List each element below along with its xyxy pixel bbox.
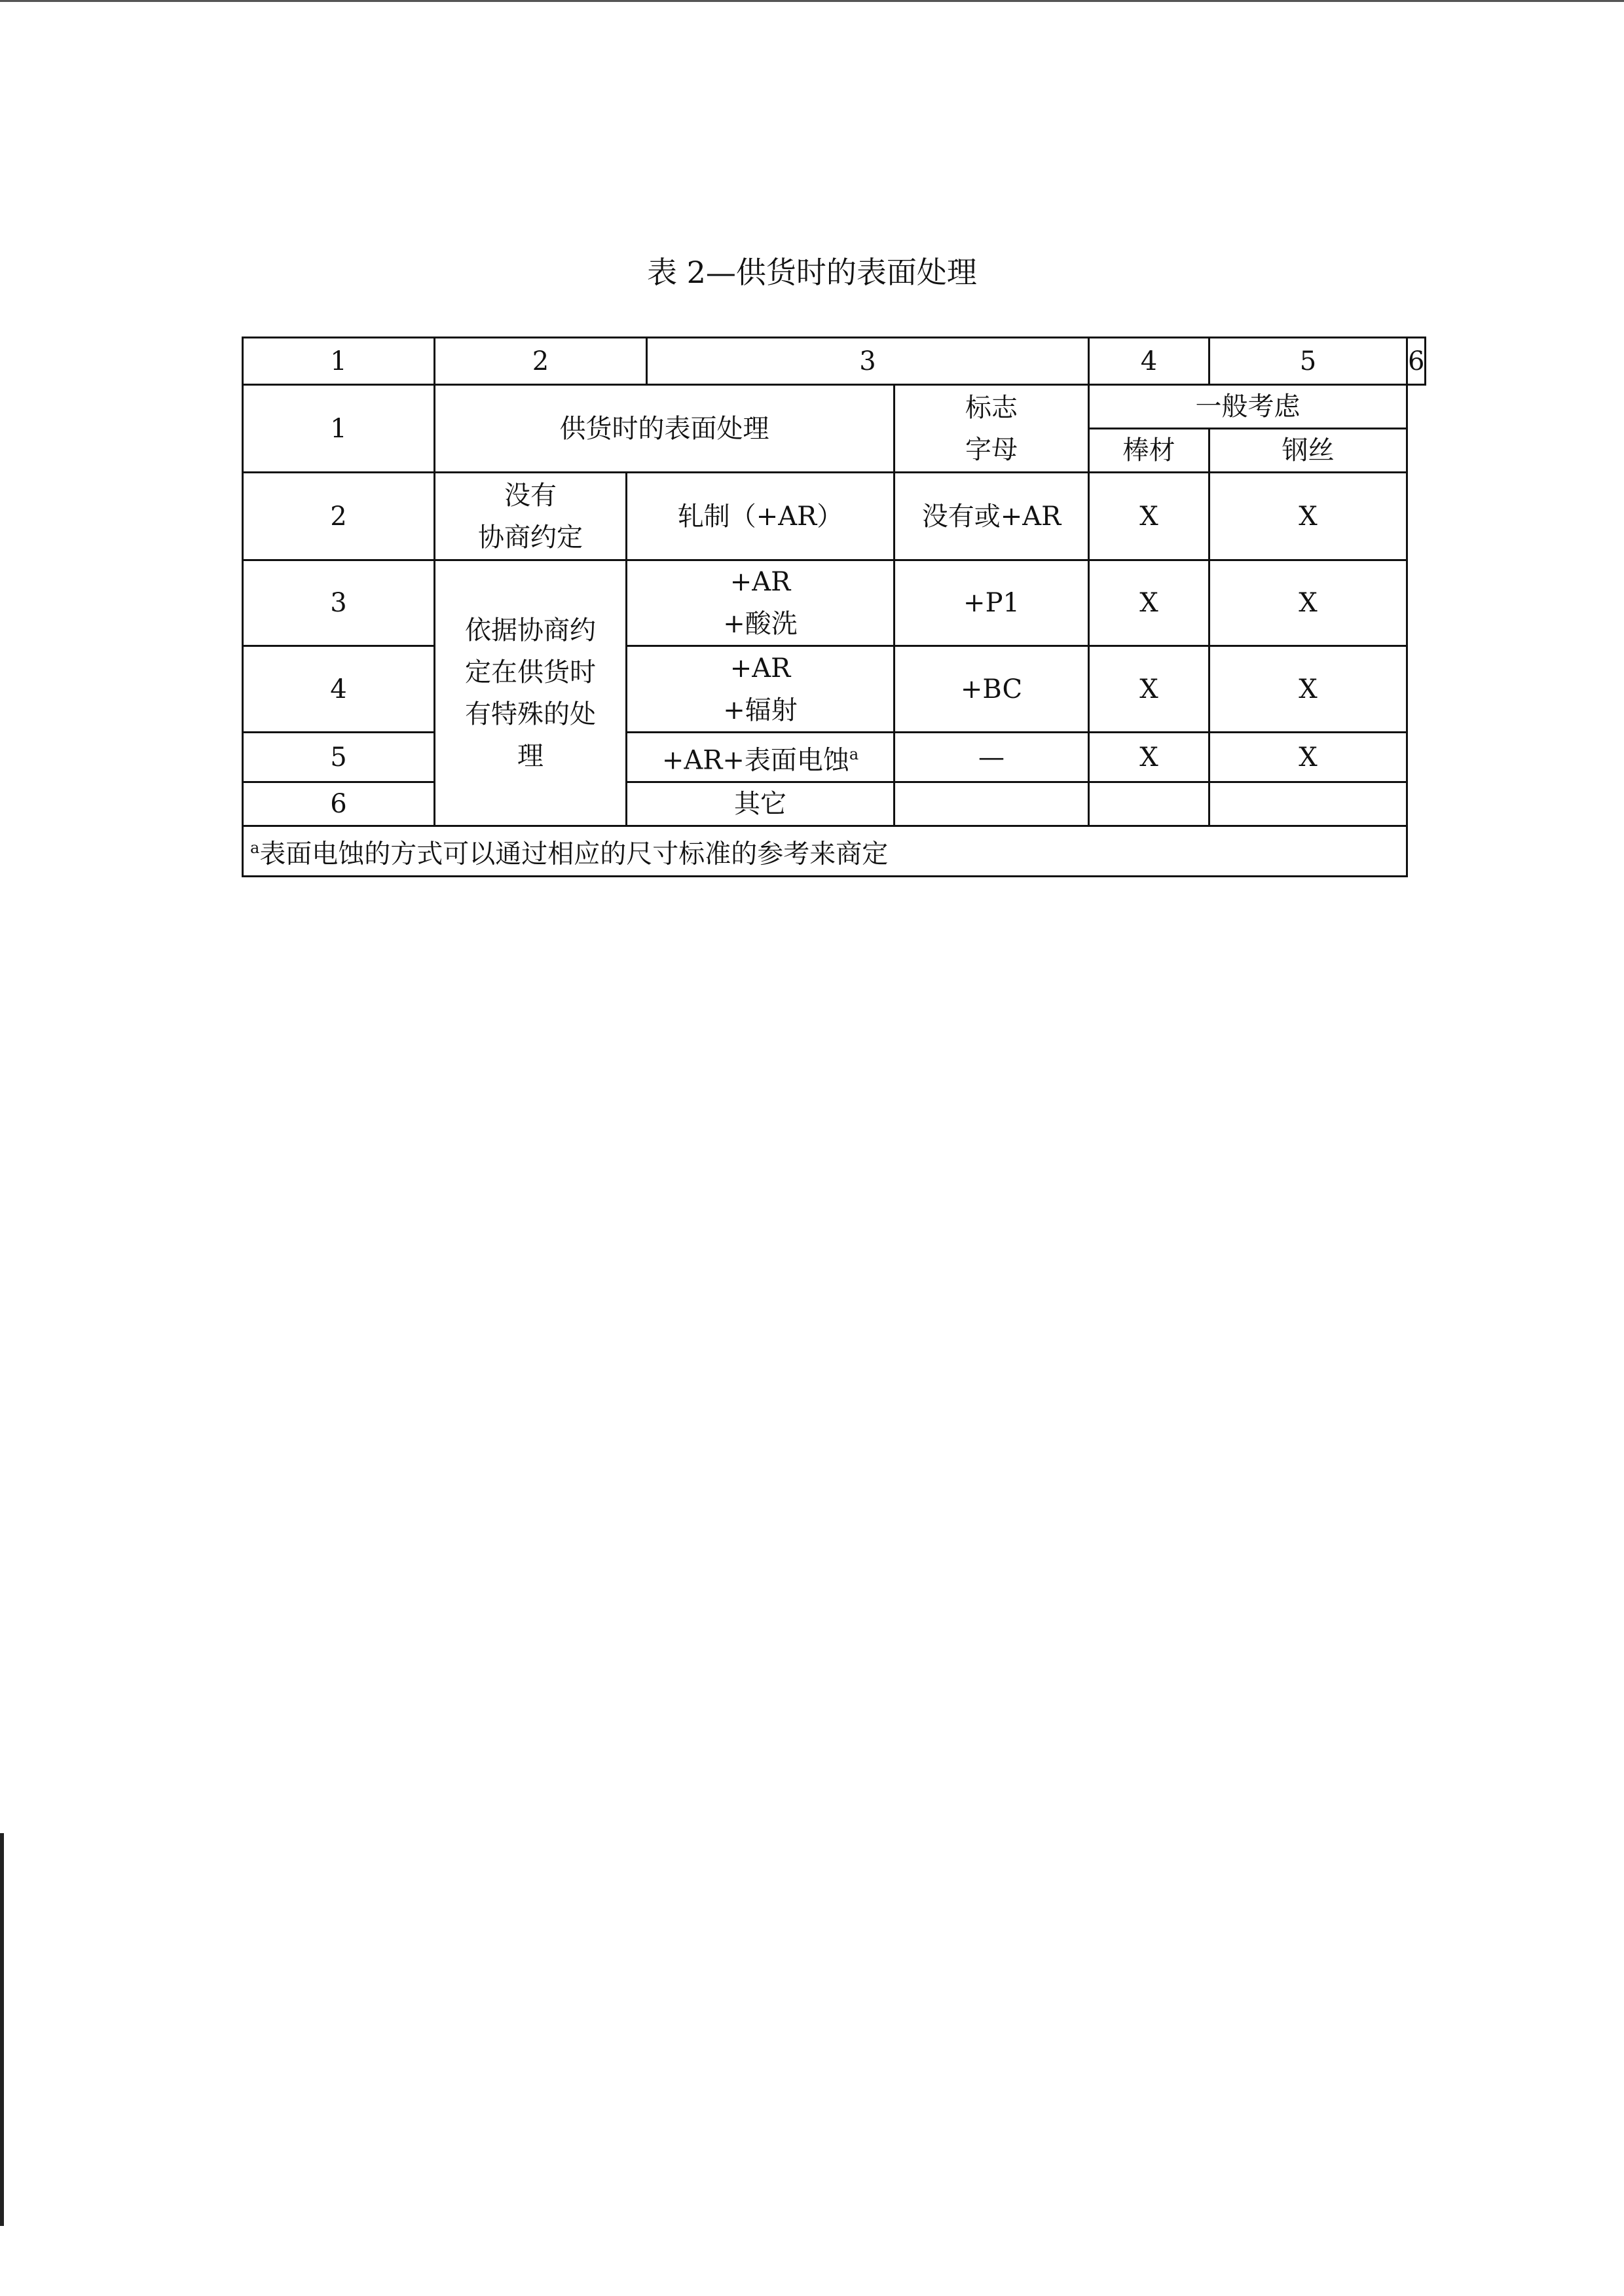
bar-cell: X — [1089, 733, 1209, 782]
bar-cell — [1089, 782, 1209, 826]
footnote-text: 表面电蚀的方式可以通过相应的尺寸标准的参考来商定 — [259, 839, 889, 869]
wire-cell: X — [1209, 560, 1407, 646]
group-no-agreement — [435, 473, 627, 560]
row-number: 3 — [243, 560, 435, 646]
table-row — [243, 473, 1426, 560]
table-row — [243, 733, 1426, 782]
table-row — [243, 782, 1426, 826]
col-number: 6 — [1407, 338, 1426, 385]
table-row — [243, 385, 1426, 429]
header-mark-line: 字母 — [965, 434, 1018, 465]
treatment-line: +辐射 — [723, 695, 798, 725]
table-row — [243, 338, 1426, 385]
header-mark — [895, 385, 1089, 473]
surface-treatment-table — [242, 337, 1426, 877]
mark: +BC — [895, 646, 1089, 733]
row-number: 2 — [243, 473, 435, 560]
header-bar: 棒材 — [1089, 429, 1209, 473]
treatment — [627, 646, 895, 733]
mark — [895, 782, 1089, 826]
mark: 没有或+AR — [895, 473, 1089, 560]
col-number: 5 — [1209, 338, 1407, 385]
header-wire: 钢丝 — [1209, 429, 1407, 473]
header-mark-line: 标志 — [965, 392, 1018, 423]
group-line: 依据协商约 — [465, 615, 596, 646]
scan-shadow — [0, 1833, 4, 2226]
group-line: 有特殊的处 — [465, 699, 596, 729]
table-footnote-row — [243, 826, 1426, 876]
row-number: 4 — [243, 646, 435, 733]
group-line: 理 — [517, 740, 544, 771]
treatment: 其它 — [627, 782, 895, 826]
wire-cell: X — [1209, 733, 1407, 782]
table-row — [243, 646, 1426, 733]
treatment-line: +AR — [729, 567, 791, 597]
col-number: 4 — [1089, 338, 1209, 385]
scan-edge-line — [0, 0, 1624, 2]
header-treatment: 供货时的表面处理 — [435, 385, 895, 473]
wire-cell: X — [1209, 473, 1407, 560]
row-number: 6 — [243, 782, 435, 826]
header-general: 一般考虑 — [1089, 385, 1407, 429]
col-number: 1 — [243, 338, 435, 385]
col-number: 2 — [435, 338, 647, 385]
footnote-marker: a — [849, 745, 859, 763]
treatment — [627, 560, 895, 646]
group-line: 定在供货时 — [465, 657, 596, 687]
mark: — — [895, 733, 1089, 782]
group-by-agreement — [435, 560, 627, 826]
bar-cell: X — [1089, 473, 1209, 560]
treatment-text: +AR+表面电蚀 — [661, 745, 849, 776]
group-line: 没有 — [504, 480, 557, 511]
treatment-line: +酸洗 — [723, 609, 798, 639]
table-footnote — [243, 826, 1407, 876]
bar-cell: X — [1089, 560, 1209, 646]
wire-cell: X — [1209, 646, 1407, 733]
row-number: 5 — [243, 733, 435, 782]
wire-cell — [1209, 782, 1407, 826]
table-title: 表 2—供货时的表面处理 — [647, 255, 977, 290]
mark: +P1 — [895, 560, 1089, 646]
footnote-marker: a — [250, 839, 260, 858]
treatment-line: +AR — [729, 653, 791, 683]
group-line: 协商约定 — [478, 522, 583, 553]
table-row — [243, 560, 1426, 646]
row-number: 1 — [243, 385, 435, 473]
treatment — [627, 733, 895, 782]
bar-cell: X — [1089, 646, 1209, 733]
treatment: 轧制（+AR） — [627, 473, 895, 560]
col-number: 3 — [647, 338, 1089, 385]
